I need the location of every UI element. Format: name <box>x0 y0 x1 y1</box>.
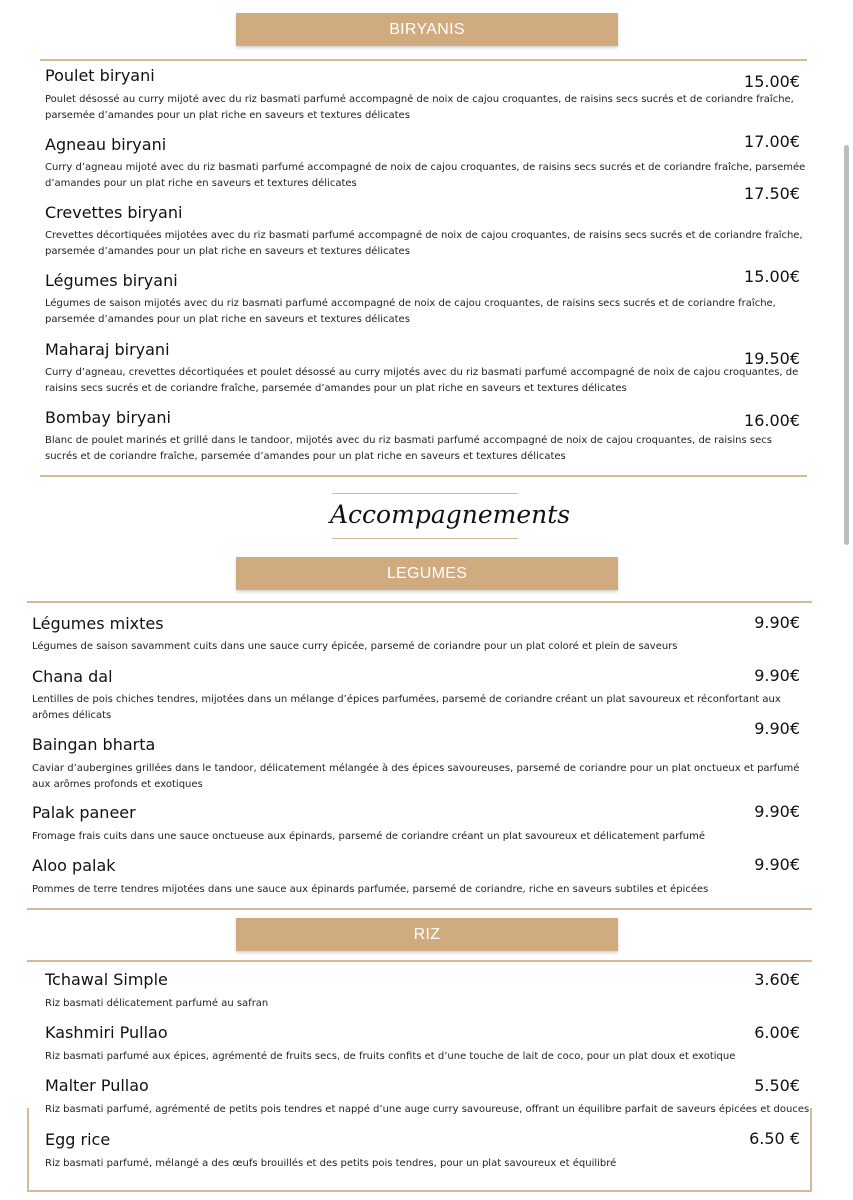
menu-item-name: Aloo palak <box>32 856 116 875</box>
menu-item-description: Crevettes décortiquées mijotées avec du riz basmati parfumé accompagné de noix de cajou croquantes, de raisins secs sucrés et de coriandre fraîche, parsemée d’amandes pour un plat riche en saveurs et textures délicates <box>45 230 803 257</box>
menu-item-name: Poulet biryani <box>45 66 155 85</box>
section-banner-biryanis: BIRYANIS <box>236 13 618 46</box>
section-banner-riz: RIZ <box>236 918 618 951</box>
menu-item-description: Curry d’agneau, crevettes décortiquées et poulet désossé au curry mijotés avec du riz basmati parfumé accompagné de noix de cajou croquantes, de raisins secs sucrés et de coriandre fraîche, parsemée d’amandes pour un plat riche en saveurs et textures délicates <box>45 367 799 394</box>
menu-item-description: Lentilles de pois chiches tendres, mijotées dans un mélange d’épices parfumées, parsemé de coriandre créant un plat savoureux et réconfortant aux arômes délicats <box>32 694 781 721</box>
menu-item-description: Pommes de terre tendres mijotées dans une sauce aux épinards parfumée, parsemé de coriandre, riche en saveurs subtiles et épicées <box>32 884 709 895</box>
menu-item-description: Fromage frais cuits dans une sauce onctueuse aux épinards, parsemé de coriandre créant un plat savoureux et délicatement parfumé <box>32 831 705 842</box>
section-bottom-rule <box>40 475 807 477</box>
menu-item-price: 9.90€ <box>754 802 800 821</box>
menu-item-description: Poulet désossé au curry mijoté avec du riz basmati parfumé accompagné de noix de cajou croquantes, de raisins secs sucrés et de coriandre fraîche, parsemée d’amandes pour un plat riche en saveurs et textures délicates <box>45 94 794 121</box>
menu-item-name: Chana dal <box>32 667 113 686</box>
frame-right-line <box>810 1108 812 1192</box>
menu-item-name: Crevettes biryani <box>45 203 183 222</box>
menu-item-description: Riz basmati parfumé, mélangé a des œufs brouillés et des petits pois tendres, pour un plat savoureux et équilibré <box>45 1158 617 1169</box>
section-top-rule <box>27 601 812 603</box>
menu-item-price: 15.00€ <box>744 72 800 91</box>
frame-left-line <box>27 1108 29 1192</box>
menu-item-price: 17.50€ <box>744 184 800 203</box>
menu-item-price: 9.90€ <box>754 855 800 874</box>
menu-item-name: Légumes biryani <box>45 271 178 290</box>
menu-item-description: Caviar d’aubergines grillées dans le tandoor, délicatement mélangée à des épices savoureuses, parsemé de coriandre pour un plat onctueux et parfumé aux arômes profonds et exotiques <box>32 763 800 790</box>
menu-item-price: 5.50€ <box>754 1076 800 1095</box>
menu-item-description: Blanc de poulet marinés et grillé dans le tandoor, mijotés avec du riz basmati parfumé accompagné de noix de cajou croquantes, de raisins secs sucrés et de coriandre fraîche, parsemée d’amandes pour un plat riche en saveurs et textures délicates <box>45 435 772 462</box>
menu-item-name: Bombay biryani <box>45 408 171 427</box>
heading-bottom-rule <box>332 538 518 539</box>
section-bottom-rule <box>27 908 812 910</box>
menu-item-name: Légumes mixtes <box>32 614 164 633</box>
vertical-scrollbar[interactable] <box>844 145 849 545</box>
menu-item-price: 15.00€ <box>744 267 800 286</box>
menu-item-description: Riz basmati parfumé, agrémenté de petits pois tendres et nappé d’une auge curry savoureuse, offrant un équilibre parfait de saveurs épicées et douces <box>45 1104 810 1115</box>
menu-item-description: Riz basmati parfumé aux épices, agrémenté de fruits secs, de fruits confits et d’une touche de lait de coco, pour un plat doux et exotique <box>45 1051 736 1062</box>
menu-item-name: Tchawal Simple <box>45 970 168 989</box>
menu-item-price: 9.90€ <box>754 719 800 738</box>
menu-item-price: 9.90€ <box>754 666 800 685</box>
menu-item-name: Kashmiri Pullao <box>45 1023 168 1042</box>
frame-bottom-rule <box>27 1190 812 1192</box>
menu-item-price: 19.50€ <box>744 349 800 368</box>
menu-item-price: 16.00€ <box>744 411 800 430</box>
section-top-rule <box>27 960 812 962</box>
menu-item-description: Légumes de saison savamment cuits dans une sauce curry épicée, parsemé de coriandre pour un plat coloré et plein de saveurs <box>32 641 678 652</box>
section-banner-legumes: LEGUMES <box>236 557 618 590</box>
menu-item-name: Malter Pullao <box>45 1076 149 1095</box>
menu-item-price: 6.50 € <box>749 1129 800 1148</box>
menu-item-name: Egg rice <box>45 1130 111 1149</box>
menu-item-price: 17.00€ <box>744 132 800 151</box>
menu-item-description: Riz basmati délicatement parfumé au safran <box>45 998 269 1009</box>
heading-top-rule <box>332 493 518 494</box>
menu-item-price: 3.60€ <box>754 970 800 989</box>
menu-item-name: Maharaj biryani <box>45 340 170 359</box>
menu-item-description: Légumes de saison mijotés avec du riz basmati parfumé accompagné de noix de cajou croquantes, de raisins secs sucrés et de coriandre fraîche, parsemée d’amandes pour un plat riche en saveurs et textures délicates <box>45 298 776 325</box>
menu-item-name: Palak paneer <box>32 803 136 822</box>
menu-item-price: 9.90€ <box>754 613 800 632</box>
accompagnements-heading: Accompagnements <box>330 500 571 529</box>
menu-item-price: 6.00€ <box>754 1023 800 1042</box>
menu-item-name: Baingan bharta <box>32 735 156 754</box>
menu-item-description: Curry d’agneau mijoté avec du riz basmati parfumé accompagné de noix de cajou croquantes, de raisins secs sucrés et de coriandre fraîche, parsemée d’amandes pour un plat riche en saveurs et textures délicates <box>45 162 806 189</box>
menu-item-name: Agneau biryani <box>45 135 167 154</box>
section-top-rule <box>40 59 807 61</box>
